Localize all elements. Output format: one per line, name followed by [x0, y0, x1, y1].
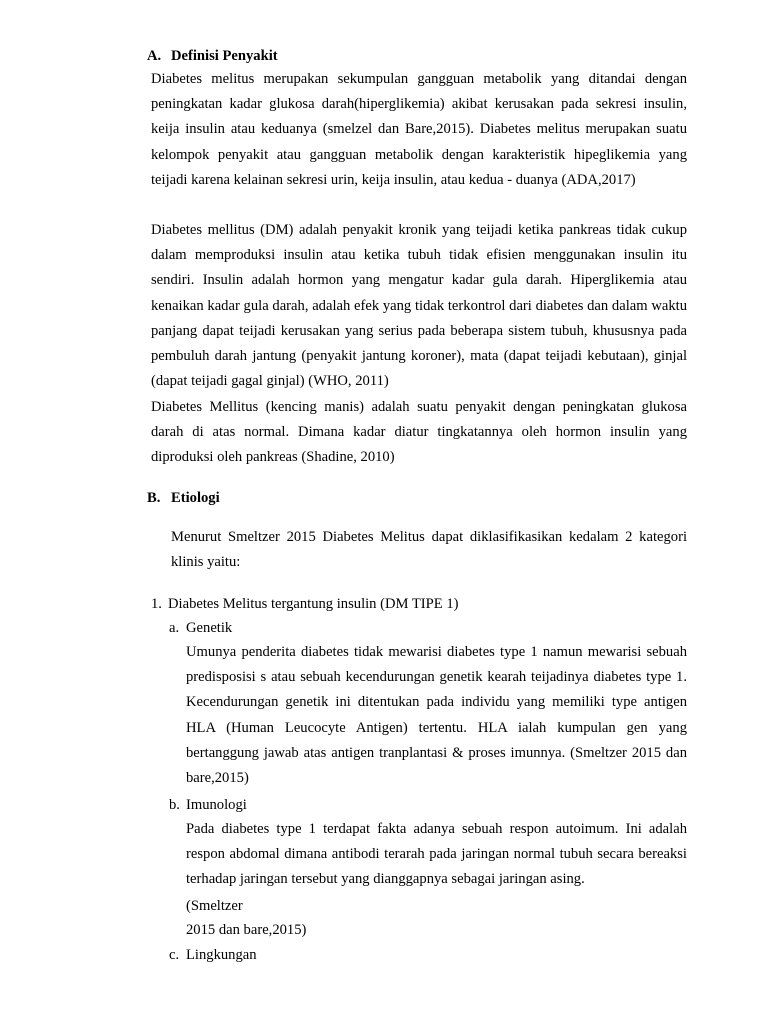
section-a-letter: A. — [147, 48, 162, 64]
section-b-title: Etiologi — [171, 490, 220, 506]
sub-item-c — [169, 945, 257, 965]
imunologi-citation-line-1: (Smeltzer — [186, 898, 243, 914]
definition-paragraph-3: Diabetes Mellitus (kencing manis) adalah suatu penyakit dengan peningkatan glukosa darah di atas normal. Dimana kadar diatur tingkatannya oleh hormon insulin yang diproduksi oleh pankreas (Shadine, 2010) — [151, 399, 687, 466]
list-item-1 — [151, 594, 459, 614]
section-b-heading — [147, 488, 220, 508]
definition-paragraph-1: Diabetes melitus merupakan sekumpulan gangguan metabolik yang ditandai dengan peningkatan kadar glukosa darah(hiperglikemia) akibat kerusakan pada sekresi insulin, keija insulin atau keduanya (smelzel dan Bare,2015). Diabetes melitus merupakan suatu kelompok penyakit atau gangguan metabolik dengan karakteristik hipeglikemia yang teijadi karena kelainan sekresi urin, keija insulin, atau kedua - duanya (ADA,2017) — [151, 71, 687, 188]
imunologi-citation-line-2: 2015 dan bare,2015) — [186, 922, 307, 938]
etiology-intro-paragraph: Menurut Smeltzer 2015 Diabetes Melitus dapat diklasifikasikan kedalam 2 kategori klinis yaitu: — [171, 529, 687, 571]
sub-item-a — [169, 618, 232, 638]
sub-item-b-title: Imunologi — [186, 797, 247, 813]
section-a-heading — [147, 46, 278, 66]
definition-paragraph-2: Diabetes mellitus (DM) adalah penyakit kronik yang teijadi ketika pankreas tidak cukup dalam memproduksi insulin atau ketika tubuh tidak efisien menggunakan insulin itu sendiri. Insulin adalah hormon yang mengatur kadar gula darah. Hiperglikemia atau kenaikan kadar gula darah, adalah efek yang tidak terkontrol dari diabetes dan dalam waktu panjang dapat teijadi kerusakan yang serius pada beberapa sistem tubuh, khususnya pada pembuluh darah jantung (penyakit jantung koroner), mata (dapat teijadi kebutaan), ginjal (dapat teijadi gagal ginjal) (WHO, 2011) — [151, 222, 687, 390]
imunologi-paragraph: Pada diabetes type 1 terdapat fakta adanya sebuah respon autoimum. Ini adalah respon abdomal dimana antibodi terarah pada jaringan normal tubuh secara bereaksi terhadap jaringan tersebut yang dianggapnya sebagai jaringan asing. — [186, 821, 687, 888]
list-item-1-text: Diabetes Melitus tergantung insulin (DM TIPE 1) — [168, 596, 459, 612]
section-b-letter: B. — [147, 490, 161, 506]
sub-item-c-title: Lingkungan — [186, 947, 257, 963]
genetik-paragraph: Umunya penderita diabetes tidak mewarisi diabetes type 1 namun mewarisi sebuah predisposisi s atau sebuah kecendurungan genetik kearah teijadinya diabetes type 1. Kecendurungan genetik ini ditentukan pada individu yang memiliki type antigen HLA (Human Leucocyte Antigen) tertentu. HLA ialah kumpulan gen yang bertanggung jawab atas antigen tranplantasi & proses imunnya. (Smeltzer 2015 dan bare,2015) — [186, 644, 687, 787]
sub-item-c-marker: c. — [169, 947, 180, 963]
sub-item-a-title: Genetik — [186, 620, 233, 636]
sub-item-b — [169, 795, 247, 815]
sub-item-b-marker: b. — [169, 797, 180, 813]
list-item-1-marker: 1. — [151, 596, 162, 612]
section-a-title: Definisi Penyakit — [171, 48, 278, 64]
sub-item-a-marker: a. — [169, 620, 180, 636]
